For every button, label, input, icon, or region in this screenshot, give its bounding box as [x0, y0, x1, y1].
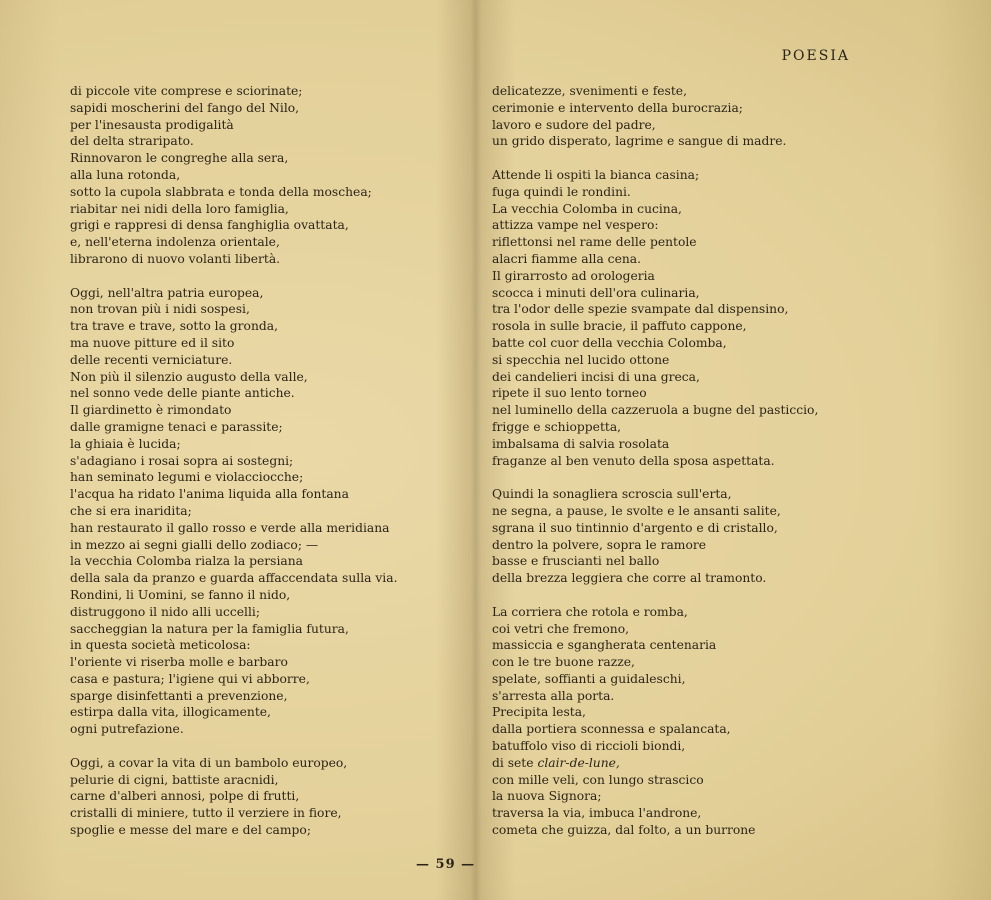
verse-line: estirpa dalla vita, illogicamente, [70, 705, 271, 720]
verse-line: e, nell'eterna indolenza orientale, [70, 235, 280, 250]
verse-line: Precipita lesta, [492, 705, 586, 720]
verse-line: riabitar nei nidi della loro famiglia, [70, 201, 289, 216]
verse-line: tra trave e trave, sotto la gronda, [70, 319, 278, 334]
verse-line: spoglie e messe del mare e del campo; [70, 823, 311, 838]
verse-line: s'adagiano i rosai sopra ai sostegni; [70, 453, 294, 468]
verse-line: grigi e rappresi di densa fanghiglia ovattata, [70, 218, 349, 233]
verse-line: la ghiaia è lucida; [70, 436, 181, 451]
verse-line: distruggono il nido alli uccelli; [70, 604, 260, 619]
verse-line: si specchia nel lucido ottone [492, 352, 670, 367]
verse-line: basse e fruscianti nel ballo [492, 554, 660, 569]
italic-phrase: clair-de-lune, [537, 755, 620, 770]
verse-line: del delta straripato. [70, 134, 194, 149]
verse-line: La corriera che rotola e romba, [492, 604, 688, 619]
verse-line: alacri fiamme alla cena. [492, 251, 642, 266]
verse-line: scocca i minuti dell'ora culinaria, [492, 285, 700, 300]
verse-line: Il girarrosto ad orologeria [492, 268, 655, 283]
verse-line: Rondini, li Uomini, se fanno il nido, [70, 587, 291, 602]
verse-line: ne segna, a pause, le svolte e le ansanti salite, [492, 503, 781, 518]
verse-line: nel luminello della cazzeruola a bugne del pasticcio, [492, 403, 819, 418]
verse-line: sgrana il suo tintinnio d'argento e di cristallo, [492, 520, 778, 535]
verse-line: massiccia e sgangherata centenaria [492, 638, 717, 653]
verse-line: dalle gramigne tenaci e parassite; [70, 419, 283, 434]
verse-line: coi vetri che fremono, [492, 621, 630, 636]
left-column [70, 83, 450, 839]
verse-line: della brezza leggiera che corre al tramonto. [492, 571, 767, 586]
verse-line: Il giardinetto è rimondato [70, 403, 232, 418]
verse-line: dalla portiera sconnessa e spalancata, [492, 722, 731, 737]
verse-line: Oggi, a covar la vita di un bambolo europeo, [70, 755, 348, 770]
verse-line: dei candelieri incisi di una greca, [492, 369, 700, 384]
verse-line: saccheggian la natura per la famiglia futura, [70, 621, 349, 636]
verse-line: delicatezze, svenimenti e feste, [492, 84, 687, 98]
verse-line: fraganze al ben venuto della sposa aspettata. [492, 453, 775, 468]
verse-line: cerimonie e intervento della burocrazia; [492, 100, 743, 115]
verse-text: di sete [492, 755, 534, 770]
verse-line: di piccole vite comprese e sciorinate; [70, 84, 303, 98]
verse-line: batte col cuor della vecchia Colomba, [492, 335, 727, 350]
verse-line: han seminato legumi e violacciocche; [70, 470, 304, 485]
verse-line: Attende li ospiti la bianca casina; [492, 167, 700, 182]
verse-line: frigge e schioppetta, [492, 419, 622, 434]
verse-line: attizza vampe nel vespero: [492, 218, 659, 233]
verse-line: spelate, soffianti a guidaleschi, [492, 671, 686, 686]
verse-line: con le tre buone razze, [492, 655, 635, 670]
stanza-break [70, 268, 450, 285]
verse-line: cometa che guizza, dal folto, a un burrone [492, 823, 756, 838]
verse-line [492, 755, 852, 772]
verse-line: Non più il silenzio augusto della valle, [70, 369, 308, 384]
verse-line: un grido disperato, lagrime e sangue di madre. [492, 134, 787, 149]
verse-line: l'acqua ha ridato l'anima liquida alla fontana [70, 487, 349, 502]
verse-line: imbalsama di salvia rosolata [492, 436, 670, 451]
stanza-break [492, 469, 852, 486]
verse-line: dentro la polvere, sopra le ramore [492, 537, 707, 552]
verse-line: pelurie di cigni, battiste aracnidi, [70, 772, 279, 787]
verse-line: rosola in sulle bracie, il paffuto cappone, [492, 319, 747, 334]
verse-line: cristalli di miniere, tutto il verziere in fiore, [70, 806, 342, 821]
verse-line: Rinnovaron le congreghe alla sera, [70, 151, 289, 166]
verse-line: han restaurato il gallo rosso e verde alla meridiana [70, 520, 390, 535]
verse-line: fuga quindi le rondini. [492, 184, 631, 199]
page-number: — 59 — [416, 857, 476, 872]
verse-line: batuffolo viso di riccioli biondi, [492, 739, 686, 754]
verse-line: La vecchia Colomba in cucina, [492, 201, 682, 216]
stanza-break [70, 738, 450, 755]
verse-line: s'arresta alla porta. [492, 688, 615, 703]
verse-line: sparge disinfettanti a prevenzione, [70, 688, 288, 703]
verse-line: riflettonsi nel rame delle pentole [492, 235, 697, 250]
right-column [492, 83, 852, 839]
verse-line: lavoro e sudore del padre, [492, 117, 656, 132]
verse-line: sapidi moscherini del fango del Nilo, [70, 100, 300, 115]
verse-line: della sala da pranzo e guarda affaccendata sulla via. [70, 571, 398, 586]
verse-line: alla luna rotonda, [70, 167, 181, 182]
verse-line: sotto la cupola slabbrata e tonda della moschea; [70, 184, 372, 199]
verse-line: con mille veli, con lungo strascico [492, 772, 704, 787]
verse-line: in questa società meticolosa: [70, 638, 251, 653]
verse-line: per l'inesausta prodigalità [70, 117, 234, 132]
verse-line: la vecchia Colomba rialza la persiana [70, 554, 304, 569]
verse-line: casa e pastura; l'igiene qui vi abborre, [70, 671, 310, 686]
verse-line: l'oriente vi riserba molle e barbaro [70, 655, 288, 670]
verse-line: non trovan più i nidi sospesi, [70, 302, 250, 317]
verse-line: tra l'odor delle spezie svampate dal dispensino, [492, 302, 789, 317]
verse-line: carne d'alberi annosi, polpe di frutti, [70, 789, 300, 804]
verse-line: nel sonno vede delle piante antiche. [70, 386, 295, 401]
verse-line: la nuova Signora; [492, 789, 602, 804]
stanza-break [492, 587, 852, 604]
verse-line: Quindi la sonagliera scroscia sull'erta, [492, 487, 732, 502]
verse-line: delle recenti verniciature. [70, 352, 233, 367]
verse-line: Oggi, nell'altra patria europea, [70, 285, 264, 300]
verse-line: ma nuove pitture ed il sito [70, 335, 235, 350]
verse-line: in mezzo ai segni gialli dello zodiaco; — [70, 537, 319, 552]
verse-line: traversa la via, imbuca l'androne, [492, 806, 702, 821]
verse-line: ripete il suo lento torneo [492, 386, 647, 401]
verse-line: librarono di nuovo volanti libertà. [70, 251, 281, 266]
verse-line: ogni putrefazione. [70, 722, 184, 737]
verse-line: che si era inaridita; [70, 503, 192, 518]
stanza-break [492, 150, 852, 167]
running-header: POESIA [781, 48, 850, 64]
